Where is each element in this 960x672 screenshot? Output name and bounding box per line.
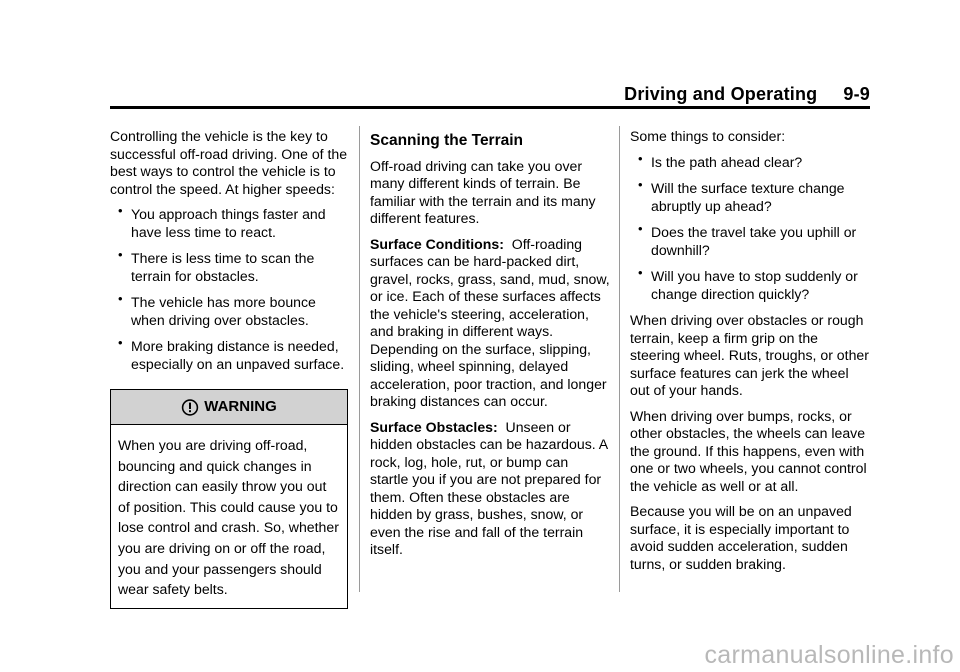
warning-header	[111, 390, 347, 425]
surface-obstacles-text: Unseen or hidden obstacles can be hazardous. A rock, log, hole, rut, or bump can startle you if you are not prepared for them. Often these obstacles are hidden by grass, bushes, snow, or even the rise and fall of the terrain itself.	[370, 418, 608, 557]
list-item: • There is less time to scan the terrain for obstacles.	[110, 250, 350, 285]
warning-text: When you are driving off-road, bouncing and quick changes in direction can easily throw you out of position. This could cause you to lose control and crash. So, whether you are driving on or off the road, you and your passengers should wear safety belts.	[118, 437, 339, 598]
surface-conditions-text: Off-roading surfaces can be hard-packed dirt, gravel, rocks, grass, sand, mud, snow, or ice. Each of these surfaces affects the vehicle's steering, acceleration, and braking in different ways. Depending on the surface, slipping, sliding, wheel spinning, delayed acceleration, poor traction, and longer braking distances can occur.	[370, 235, 610, 409]
column-2	[370, 128, 610, 567]
unpaved-surface-paragraph: Because you will be on an unpaved surface, it is especially important to avoid sudden acceleration, sudden turns, or sudden braking.	[630, 503, 852, 572]
terrain-intro: Off-road driving can take you over many different kinds of terrain. Be familiar with the terrain and its many different features.	[370, 157, 596, 226]
list-item: • Will you have to stop suddenly or change direction quickly?	[630, 268, 870, 303]
column-divider	[619, 126, 620, 592]
list-item: • Is the path ahead clear?	[630, 154, 870, 172]
section-heading: Scanning the Terrain	[370, 132, 524, 149]
surface-conditions-label: Surface Conditions:	[370, 235, 504, 252]
list-item: • More braking distance is needed, especially on an unpaved surface.	[110, 338, 350, 373]
considerations-list	[630, 154, 870, 304]
surface-obstacles-paragraph	[370, 419, 610, 559]
list-item: • Will the surface texture change abruptly up ahead?	[630, 180, 870, 215]
speed-bullet-list	[110, 206, 350, 373]
list-item: • Does the travel take you uphill or downhill?	[630, 224, 870, 259]
considerations-intro: Some things to consider:	[630, 128, 786, 144]
page-header	[624, 84, 870, 105]
list-item: • You approach things faster and have less time to react.	[110, 206, 350, 241]
rough-terrain-paragraph: When driving over obstacles or rough terrain, keep a firm grip on the steering wheel. Ruts, troughs, or other surface features can jerk the wheel out of your hands.	[630, 312, 869, 398]
warning-title: WARNING	[204, 398, 277, 416]
surface-obstacles-label: Surface Obstacles:	[370, 418, 498, 435]
warning-icon	[181, 399, 199, 416]
page-number: 9-9	[843, 84, 870, 104]
section-title: Driving and Operating	[624, 84, 818, 104]
bumps-paragraph: When driving over bumps, rocks, or other obstacles, the wheels can leave the ground. If this happens, even with one or two wheels, you cannot control the vehicle as well or at all.	[630, 407, 867, 494]
column-1	[110, 128, 350, 609]
intro-paragraph: Controlling the vehicle is the key to successful off-road driving. One of the best ways to control the vehicle is to control the speed. At higher speeds:	[110, 128, 348, 197]
column-divider	[359, 126, 360, 592]
header-rule	[110, 106, 870, 109]
list-item: • The vehicle has more bounce when driving over obstacles.	[110, 294, 350, 329]
surface-conditions-paragraph	[370, 236, 610, 411]
warning-box	[110, 389, 348, 609]
watermark: carmanualsonline.info	[704, 641, 954, 669]
column-3	[630, 128, 870, 581]
